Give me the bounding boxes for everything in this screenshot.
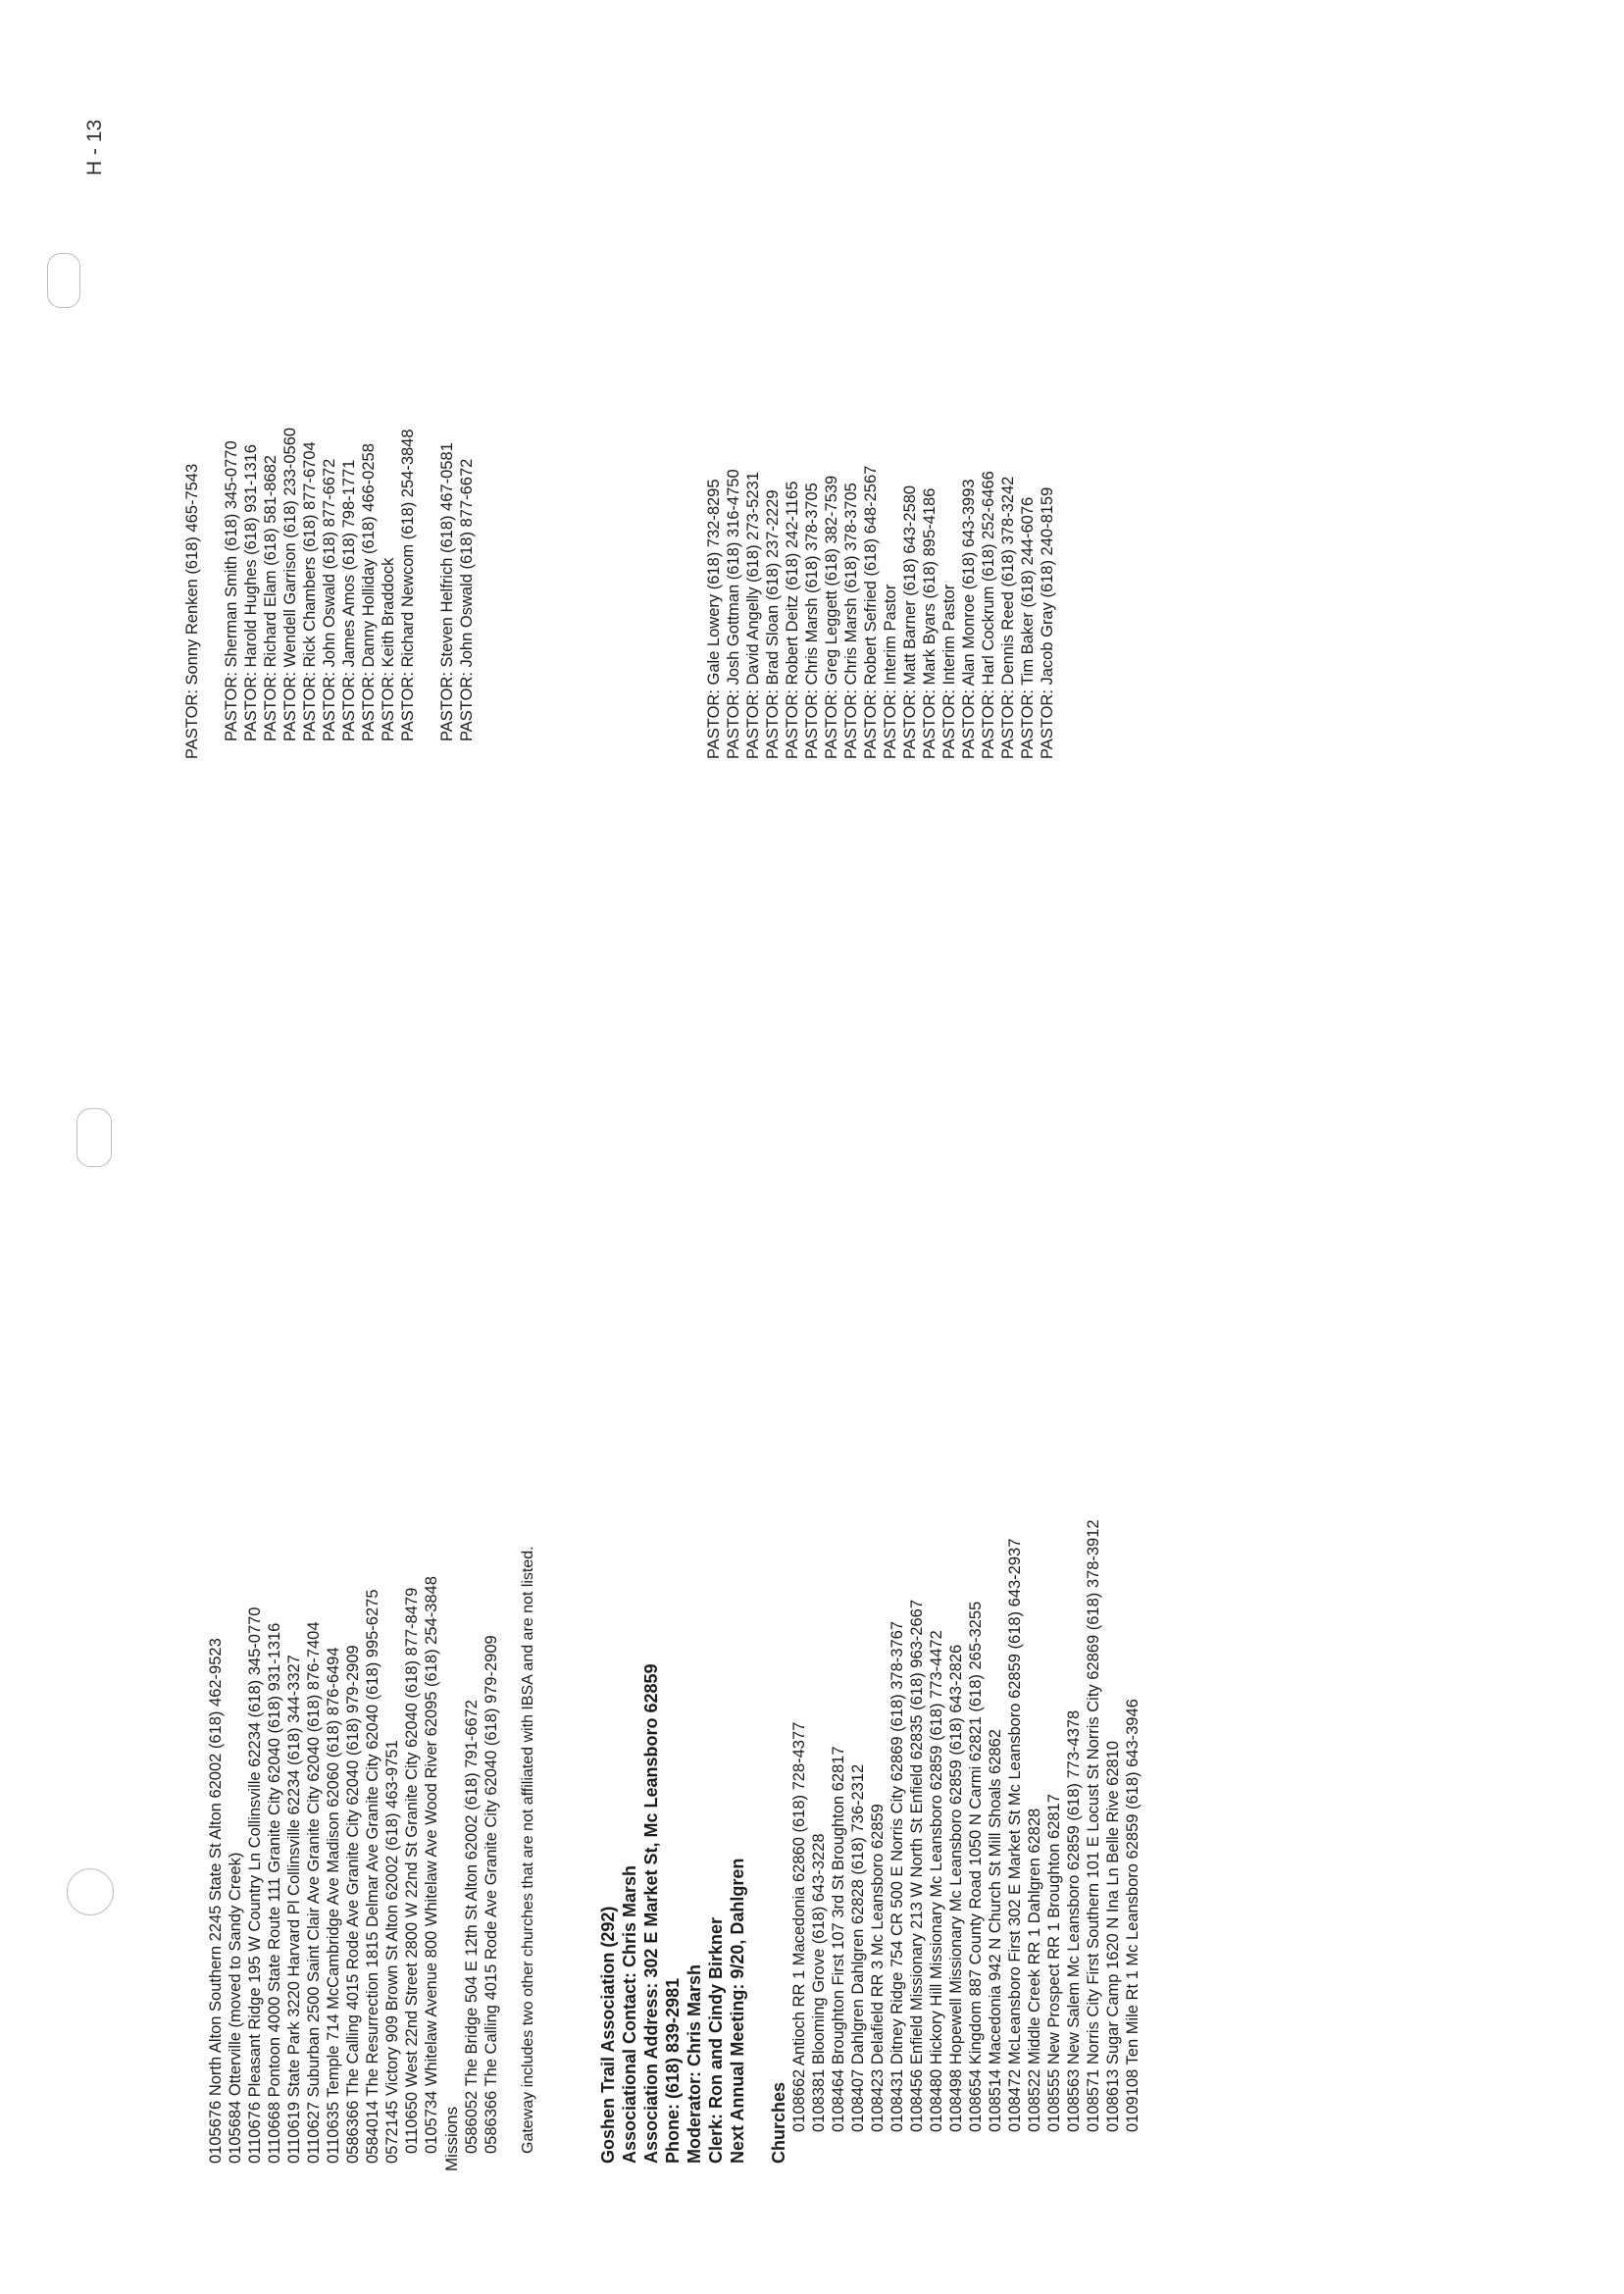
- association-phone: Phone: (618) 839-2981: [663, 1977, 683, 2164]
- pastor-line: PASTOR: Interim Pastor: [940, 584, 958, 759]
- church-entry: 0110627 Suburban 2500 Saint Clair Ave Granite City 62040 (618) 876-7404: [305, 1621, 323, 2164]
- pastor-line: PASTOR: Tim Baker (618) 244-6076: [1019, 496, 1037, 759]
- church-entry: 0108456 Enfield Missionary 213 W North St Enfield 62835 (618) 963-2667: [908, 1599, 926, 2132]
- pastor-line: PASTOR: Chris Marsh (618) 378-3705: [803, 483, 821, 759]
- church-entry: 0108381 Blooming Grove (618) 643-3228: [810, 1833, 828, 2132]
- gateway-church-list: [206, 1112, 441, 2171]
- gateway-mission-pastor-list: [437, 92, 477, 759]
- association-title: Goshen Trail Association (292): [598, 1906, 618, 2164]
- goshen-church-list: [789, 1112, 1142, 2171]
- pastor-line: PASTOR: Robert Sefried (618) 648-2567: [862, 465, 880, 759]
- church-entry: 0584014 The Resurrection 1815 Delmar Ave Granite City 62040 (618) 995-6275: [364, 1589, 381, 2164]
- church-entry: 0105684 Otterville (moved to Sandy Creek): [227, 1852, 244, 2164]
- church-entry: 0108431 Ditney Ridge 754 CR 500 E Norris City 62869 (618) 378-3767: [888, 1621, 906, 2132]
- pastor-line: PASTOR: Chris Marsh (618) 378-3705: [842, 483, 860, 759]
- page-label: H - 13: [83, 119, 106, 176]
- pastor-line: PASTOR: James Amos (618) 798-1771: [340, 459, 358, 741]
- church-entry: 0108613 Sugar Camp 1620 N Ina Ln Belle Rive 62810: [1104, 1740, 1122, 2132]
- church-entry: 0108480 Hickory Hill Missionary Mc Leansboro 62859 (618) 773-4472: [928, 1630, 945, 2132]
- pastor-line: PASTOR: Interim Pastor: [882, 584, 899, 759]
- church-entry: 0108571 Norris City First Southern 101 E Locust St Norris City 62869 (618) 378-3912: [1085, 1519, 1102, 2132]
- association-address: Association Address: 302 E Market St, Mc Leansboro 62859: [641, 1663, 661, 2164]
- church-entry: 0109108 Ten Mile Rt 1 Mc Leansboro 62859 (618) 643-3946: [1124, 1699, 1142, 2132]
- church-entry: 0108498 Hopewell Missionary Mc Leansboro 62859 (618) 643-2826: [947, 1644, 965, 2132]
- pastor-line: PASTOR: Harold Hughes (618) 931-1316: [242, 444, 260, 741]
- pastor-line: PASTOR: Sherman Smith (618) 345-0770: [223, 440, 240, 741]
- pastor-line: PASTOR: Wendell Garrison (618) 233-0560: [281, 427, 299, 741]
- gateway-mission-list: [462, 1112, 501, 2171]
- pastor-line: PASTOR: Keith Braddock: [380, 557, 397, 741]
- mission-entry: 0586366 The Calling 4015 Rode Ave Granite City 62040 (618) 979-2909: [482, 1635, 500, 2154]
- church-listing-column: [206, 1112, 1142, 2171]
- church-entry: 0108522 Middle Creek RR 1 Dahlgren 62828: [1026, 1808, 1043, 2132]
- pastor-line: PASTOR: Matt Barner (618) 643-2580: [901, 484, 919, 759]
- pastor-line: PASTOR: Jacob Gray (618) 240-8159: [1039, 486, 1056, 759]
- church-entry: 0108407 Dahlgren Dahlgren 62828 (618) 736-2312: [849, 1763, 867, 2132]
- church-entry: 0108555 New Prospect RR 1 Broughton 62817: [1045, 1794, 1063, 2132]
- pastor-line: PASTOR: Richard Newcom (618) 254-3848: [399, 429, 417, 741]
- church-entry: 0110635 Temple 714 McCambridge Ave Madison 62060 (618) 876-6494: [325, 1647, 342, 2164]
- pastor-line: PASTOR: John Oswald (618) 877-6672: [458, 458, 476, 741]
- church-entry: 0108464 Broughton First 107 3rd St Broughton 62817: [830, 1746, 847, 2132]
- church-entry: 0110668 Pontoon 4000 State Route 111 Granite City 62040 (618) 931-1316: [266, 1622, 283, 2164]
- association-meeting: Next Annual Meeting: 9/20, Dahlgren: [728, 1858, 747, 2164]
- mission-entry: 0586052 The Bridge 504 E 12th St Alton 62002 (618) 791-6672: [463, 1700, 481, 2154]
- church-entry: 0108472 McLeansboro First 302 E Market St Mc Leansboro 62859 (618) 643-2937: [1006, 1538, 1024, 2132]
- pastor-line: PASTOR: Greg Leggett (618) 382-7539: [823, 475, 840, 759]
- church-entry: 0108514 Macedonia 942 N Church St Mill Shoals 62862: [987, 1729, 1004, 2132]
- pastor-line: PASTOR: Sonny Renken (618) 465-7543: [183, 463, 201, 759]
- church-entry: 0110650 West 22nd Street 2800 W 22nd St Granite City 62040 (618) 877-8479: [403, 1587, 421, 2154]
- church-entry: 0586366 The Calling 4015 Rode Ave Granite City 62040 (618) 979-2909: [344, 1645, 362, 2164]
- pastor-line: PASTOR: Josh Gottman (618) 316-4750: [725, 469, 742, 759]
- church-entry: 0108654 Kingdom 887 County Road 1050 N Carmi 62821 (618) 265-3255: [967, 1601, 985, 2132]
- churches-heading: Churches: [769, 2081, 788, 2164]
- pastor-line: PASTOR: David Angelly (618) 273-5231: [744, 472, 762, 759]
- church-entry: 0110619 State Park 3220 Harvard Pl Collinsville 62234 (618) 344-3327: [285, 1655, 303, 2164]
- pastor-line: PASTOR: Robert Deitz (618) 242-1165: [784, 481, 801, 759]
- church-entry: 0108423 Delafield RR 3 Mc Leansboro 62859: [869, 1804, 887, 2132]
- church-entry: 0105676 North Alton Southern 2245 State St Alton 62002 (618) 462-9523: [207, 1638, 225, 2164]
- missions-heading: Missions: [442, 2106, 461, 2171]
- pastor-line: PASTOR: Mark Byars (618) 895-4186: [921, 487, 939, 759]
- pastor-line: PASTOR: John Oswald (618) 877-6672: [321, 458, 338, 741]
- pastor-line: PASTOR: Gale Lowery (618) 732-8295: [705, 479, 723, 759]
- association-clerk: Clerk: Ron and Cindy Birkner: [706, 1916, 726, 2164]
- church-entry: 0572145 Victory 909 Brown St Alton 62002 (618) 463-9751: [383, 1740, 401, 2164]
- pastor-line: PASTOR: Alan Monroe (618) 643-3993: [960, 479, 978, 759]
- pastor-line: PASTOR: Danny Holliday (618) 466-0258: [360, 443, 378, 741]
- pastor-line: PASTOR: Richard Elam (618) 581-8682: [262, 455, 279, 741]
- association-moderator: Moderator: Chris Marsh: [685, 1963, 704, 2164]
- pastor-line: PASTOR: Harl Cockrum (618) 252-6466: [980, 471, 997, 759]
- pastor-line: PASTOR: Steven Helfrich (618) 467-0581: [438, 442, 456, 741]
- pastor-listing-column: [182, 92, 1057, 759]
- church-entry: 0108662 Antioch RR 1 Macedonia 62860 (618) 728-4377: [790, 1721, 808, 2132]
- gateway-pastor-list: [222, 92, 418, 759]
- church-entry: 0110676 Pleasant Ridge 195 W Country Ln Collinsville 62234 (618) 345-0770: [246, 1606, 264, 2164]
- church-entry: 0108563 New Salem Mc Leansboro 62859 (618) 773-4378: [1065, 1709, 1083, 2132]
- pastor-line: PASTOR: Dennis Reed (618) 378-3242: [999, 476, 1017, 759]
- church-entry: 0105734 Whitelaw Avenue 800 Whitelaw Ave Wood River 62095 (618) 254-3848: [423, 1576, 440, 2154]
- association-contact: Associational Contact: Chris Marsh: [620, 1864, 639, 2164]
- goshen-pastor-list: [704, 92, 1057, 759]
- pastor-line: PASTOR: Rick Chambers (618) 877-6704: [301, 441, 319, 741]
- pastor-line: PASTOR: Brad Sloan (618) 237-2229: [764, 489, 782, 759]
- gateway-note: Gateway includes two other churches that are not affiliated with IBSA and are not listed.: [520, 1546, 536, 2154]
